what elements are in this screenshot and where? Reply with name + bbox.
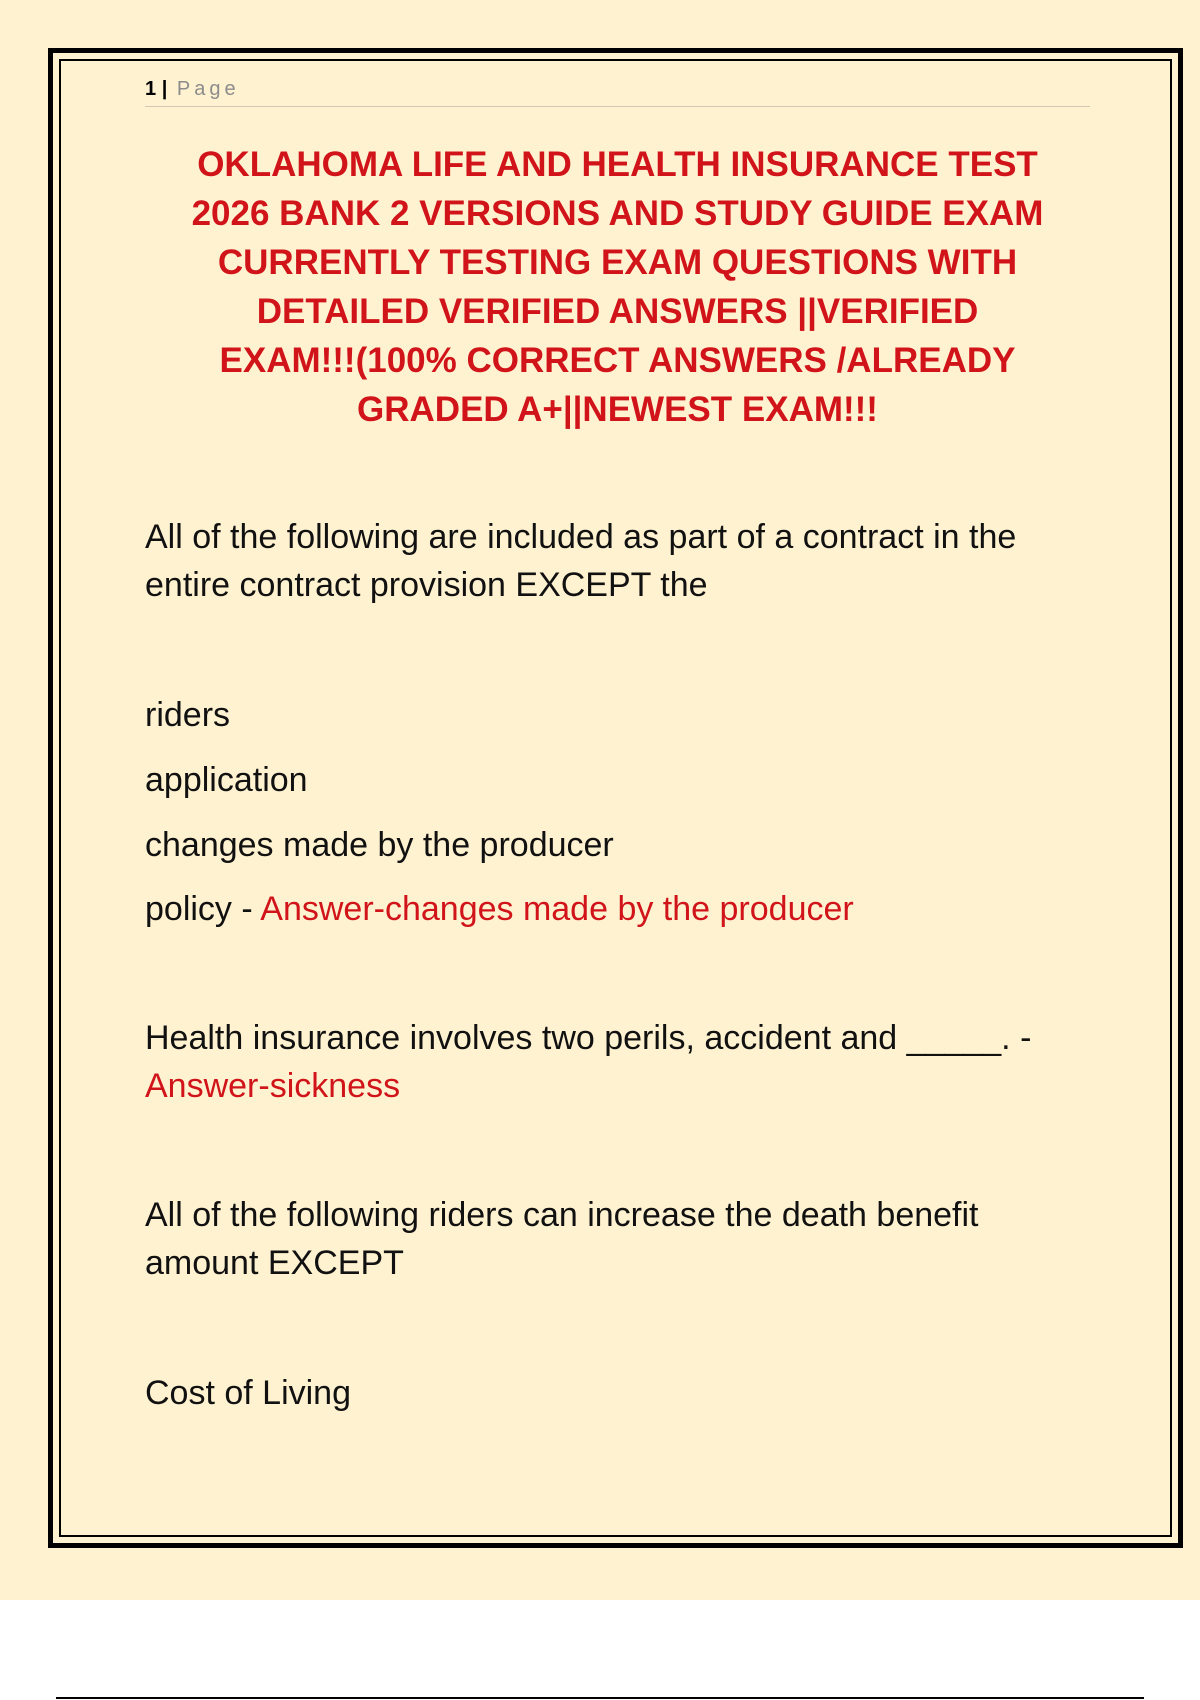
page-separator: | xyxy=(161,78,168,100)
question-1-answer: Answer-changes made by the producer xyxy=(260,890,854,928)
page-number: 1 xyxy=(145,78,157,100)
title-line: 2026 BANK 2 VERSIONS AND STUDY GUIDE EXAM xyxy=(191,194,1044,233)
question-2-line: Health insurance involves two perils, accident and _____. - xyxy=(145,1019,1032,1057)
question-3-line: All of the following riders can increase the death benefit xyxy=(145,1196,979,1234)
title-line: EXAM!!!(100% CORRECT ANSWERS /ALREADY xyxy=(219,341,1016,380)
question-2 xyxy=(145,1014,1095,1110)
question-1-option: policy - xyxy=(145,890,261,928)
question-2-answer: Answer-sickness xyxy=(145,1067,401,1105)
title-line: OKLAHOMA LIFE AND HEALTH INSURANCE TEST xyxy=(197,145,1038,184)
question-3-option: Cost of Living xyxy=(145,1374,351,1412)
question-3-line: amount EXCEPT xyxy=(145,1244,404,1282)
question-1-option: changes made by the producer xyxy=(145,826,614,864)
question-1-option: riders xyxy=(145,696,231,734)
title-line: GRADED A+||NEWEST EXAM!!! xyxy=(357,390,878,429)
question-1 xyxy=(145,513,1095,609)
question-1-answer-line xyxy=(145,885,1095,933)
title-line: CURRENTLY TESTING EXAM QUESTIONS WITH xyxy=(217,243,1018,282)
question-3 xyxy=(145,1191,1095,1287)
question-1-line: All of the following are included as part of a contract in the xyxy=(145,518,1017,556)
title-line: DETAILED VERIFIED ANSWERS ||VERIFIED xyxy=(256,292,979,331)
question-1-line: entire contract provision EXCEPT the xyxy=(145,566,708,604)
document-title xyxy=(145,140,1090,434)
page-word: Page xyxy=(176,78,240,100)
question-1-option: application xyxy=(145,761,308,799)
page-header xyxy=(145,76,1090,107)
bottom-rule xyxy=(56,1697,1144,1699)
